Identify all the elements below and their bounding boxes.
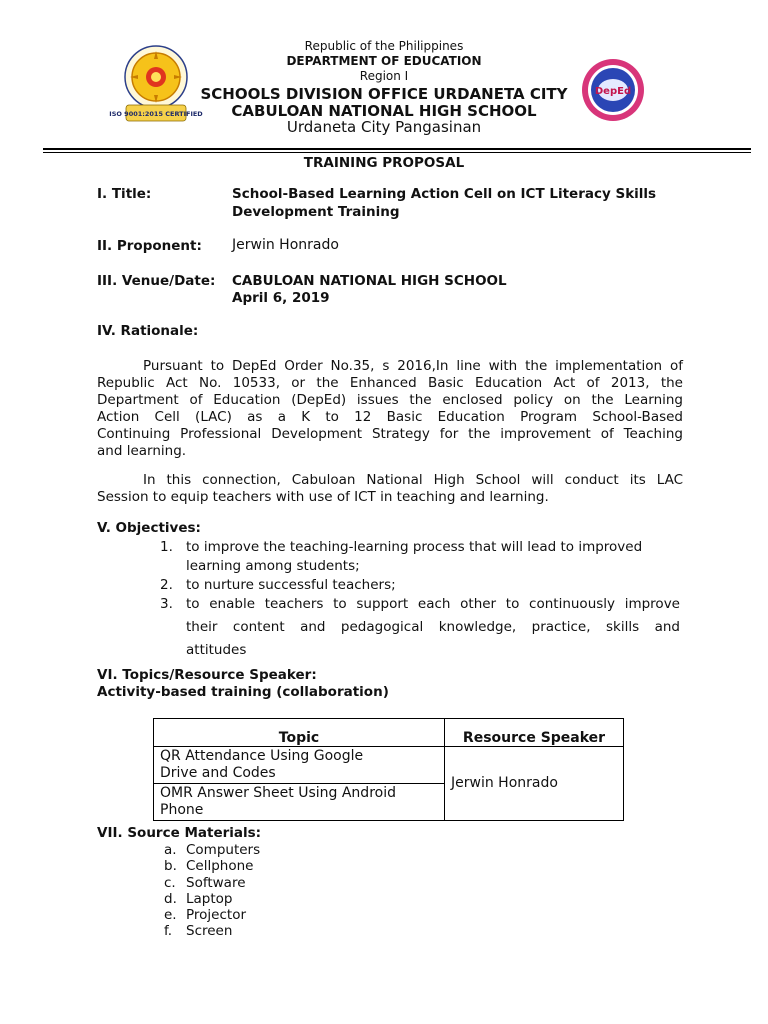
objective-item (160, 577, 680, 596)
objective-item-continued (160, 642, 680, 661)
list-text: Screen (186, 923, 233, 940)
speaker-cell: Jerwin Honrado (445, 747, 624, 821)
objective-number: 3. (160, 596, 173, 612)
division-seal-logo (109, 45, 203, 123)
header-rule-thin (43, 152, 751, 153)
objective-item (160, 539, 680, 558)
list-letter: a. (164, 842, 177, 858)
list-text: Cellphone (186, 858, 254, 875)
list-item (164, 858, 364, 874)
objective-item-continued (160, 558, 680, 577)
objective-text: to improve the teaching-learning process that will lead to improved (186, 539, 643, 555)
objective-number: 2. (160, 577, 173, 593)
topic-text: OMR Answer Sheet Using Android (160, 785, 396, 801)
rationale-p1-line: Action Cell (LAC) as a K to 12 Basic Education Program School-Based (97, 409, 683, 425)
topics-table (153, 718, 624, 821)
title-line1: School-Based Learning Action Cell on ICT Literacy Skills (232, 186, 657, 202)
proponent-value: Jerwin Honrado (232, 237, 339, 253)
location-line: Urdaneta City Pangasinan (286, 118, 482, 136)
objective-text: to enable teachers to support each other to continuously improve (186, 596, 680, 612)
list-letter: c. (164, 874, 176, 891)
topics-sublabel: Activity-based training (collaboration) (97, 684, 389, 700)
list-item (164, 875, 364, 891)
seal-deped-text: DepEd (594, 86, 632, 97)
objective-text: to nurture successful teachers; (186, 577, 396, 593)
table-header-row (154, 719, 624, 747)
list-letter: d. (164, 890, 177, 907)
objective-number: 1. (160, 539, 173, 555)
list-text: Laptop (186, 890, 233, 907)
school-seal-logo (581, 58, 645, 122)
table-row (154, 747, 624, 784)
table-header-topic: Topic (154, 719, 445, 747)
list-letter: e. (164, 907, 177, 924)
rationale-paragraph-2 (97, 472, 683, 506)
region-line: Region I (359, 69, 409, 83)
topic-cell (154, 747, 445, 784)
venue-place: CABULOAN NATIONAL HIGH SCHOOL (232, 273, 507, 289)
division-line: SCHOOLS DIVISION OFFICE URDANETA CITY (200, 85, 568, 103)
materials-label: VII. Source Materials: (97, 825, 262, 841)
rationale-p1-line: Department of Education (DepEd) issues the enclosed policy on the Learning (97, 392, 683, 408)
title-line2: Development Training (232, 204, 400, 220)
title-label: I. Title: (97, 186, 152, 202)
list-item (164, 923, 364, 939)
list-letter: f. (164, 923, 173, 940)
department-line: DEPARTMENT OF EDUCATION (286, 54, 482, 68)
objective-item (160, 596, 680, 619)
objective-text: attitudes (186, 642, 247, 658)
rationale-p1-line: Republic Act No. 10533, or the Enhanced Basic Education Act of 2013, the (97, 375, 683, 391)
rationale-p2-line: Session to equip teachers with use of ICT in teaching and learning. (97, 489, 549, 505)
rationale-p1-line: Continuing Professional Development Strategy for the improvement of Teaching (97, 426, 683, 442)
list-item (164, 907, 364, 923)
table-header-speaker: Resource Speaker (445, 719, 624, 747)
rationale-label: IV. Rationale: (97, 323, 199, 339)
objectives-label: V. Objectives: (97, 520, 201, 536)
objectives-list (160, 539, 680, 661)
proponent-label: II. Proponent: (97, 238, 202, 254)
republic-line: Republic of the Philippines (304, 39, 464, 53)
rationale-p2-line: In this connection, Cabuloan National High School will conduct its LAC (143, 472, 683, 488)
venue-date: April 6, 2019 (232, 290, 330, 306)
topic-cell (154, 784, 445, 821)
list-item (164, 842, 364, 858)
topic-text: QR Attendance Using Google (160, 748, 364, 764)
topics-label: VI. Topics/Resource Speaker: (97, 667, 317, 683)
list-letter: b. (164, 858, 177, 875)
document-title: TRAINING PROPOSAL (303, 155, 465, 171)
rationale-paragraph-1 (97, 358, 683, 460)
school-line: CABULOAN NATIONAL HIGH SCHOOL (231, 102, 537, 120)
header-rule-thick (43, 148, 751, 150)
rationale-p1-line: Pursuant to DepEd Order No.35, s 2016,In line with the implementation of (143, 358, 683, 374)
seal-iso-text: ISO 9001:2015 CERTIFIED (109, 110, 203, 118)
list-item (164, 891, 364, 907)
venue-label: III. Venue/Date: (97, 273, 216, 289)
objective-text: their content and pedagogical knowledge, practice, skills and (186, 619, 680, 635)
list-text: Projector (186, 907, 246, 924)
objective-text: learning among students; (186, 558, 360, 574)
list-text: Software (186, 874, 246, 891)
topic-text: Phone (160, 802, 204, 818)
materials-list (164, 842, 364, 940)
list-text: Computers (186, 842, 261, 858)
rationale-p1-line: and learning. (97, 443, 187, 459)
topic-text: Drive and Codes (160, 765, 276, 781)
objective-item-continued (160, 619, 680, 642)
